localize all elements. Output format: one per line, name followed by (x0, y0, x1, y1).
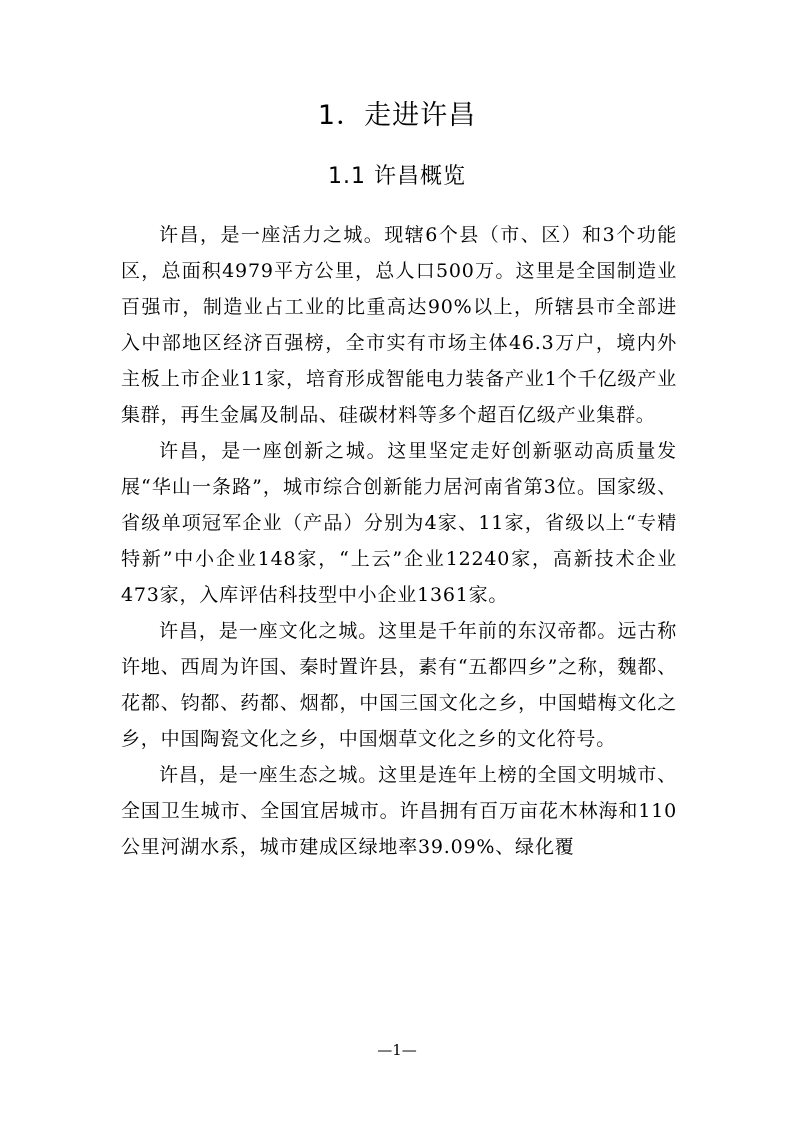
page-number: —1— (377, 1041, 417, 1059)
paragraph-ecology: 许昌，是一座生态之城。这里是连年上榜的全国文明城市、全国卫生城市、全国宜居城市。许昌拥有百万亩花木林海和110公里河湖水系，城市建成区绿地率39.09%、绿化覆 (121, 764, 677, 858)
paragraph-vitality: 许昌，是一座活力之城。现辖6个县（市、区）和3个功能区，总面积4979平方公里，总人口500万。这里是全国制造业百强市，制造业占工业的比重高达90%以上，所辖县市全部进入中部地区经济百强榜，全市实有市场主体46.3万户，境内外主板上市企业11家，培育形成智能电力装备产业1个千亿级产业集群，再生金属及制品、硅碳材料等多个超百亿级产业集群。 (121, 224, 677, 426)
paragraph-culture: 许昌，是一座文化之城。这里是千年前的东汉帝都。远古称许地、西周为许国、秦时置许县，素有“五都四乡”之称，魏都、花都、钧都、药都、烟都，中国三国文化之乡，中国蜡梅文化之乡，中国陶瓷文化之乡，中国烟草文化之乡的文化符号。 (121, 620, 677, 750)
chapter-title: 1．走进许昌 (317, 100, 477, 131)
body-text (121, 217, 677, 865)
paragraph-innovation: 许昌，是一座创新之城。这里坚定走好创新驱动高质量发展“华山一条路”，城市综合创新能力居河南省第3位。国家级、省级单项冠军企业（产品）分别为4家、11家，省级以上“专精特新”中小企业148家，“上云”企业12240家，高新技术企业473家，入库评估科技型中小企业1361家。 (121, 440, 677, 606)
section-title: 1.1 许昌概览 (328, 164, 466, 189)
